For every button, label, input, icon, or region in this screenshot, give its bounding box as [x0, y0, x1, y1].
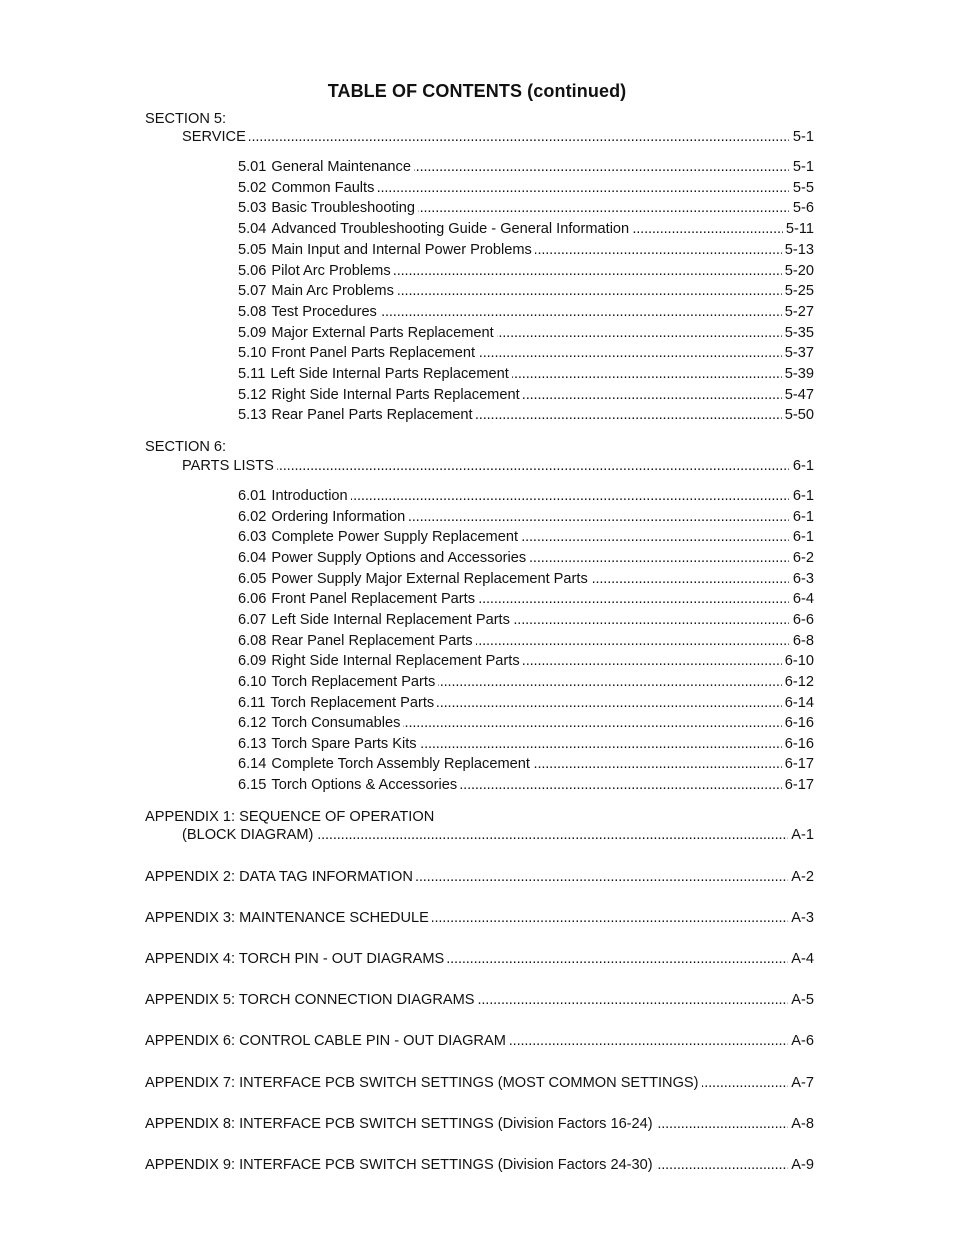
entry-number: 5.03: [238, 200, 267, 217]
entry-text: APPENDIX 1: SEQUENCE OF OPERATION: [145, 809, 435, 825]
toc-entry-6-15[interactable]: [238, 776, 814, 795]
entry-page: 6-1: [792, 508, 814, 525]
dot-leader: [512, 365, 782, 384]
toc-entry-appendix-8[interactable]: [145, 1115, 814, 1134]
toc-entry-6-12[interactable]: [238, 714, 814, 733]
dot-leader: [316, 826, 788, 845]
dot-leader: [447, 950, 788, 969]
entry-number: 5.01: [238, 159, 267, 175]
entry-number: 5.05: [238, 241, 267, 258]
dot-leader: [702, 1074, 789, 1093]
toc-entry-6-02[interactable]: [238, 508, 814, 527]
dot-leader: [529, 549, 789, 568]
entry-text: APPENDIX 7: INTERFACE PCB SWITCH SETTINGS (MOST COMMON SETTINGS): [145, 1074, 699, 1091]
entry-number: 6.08: [238, 632, 267, 649]
toc-entry-6-05[interactable]: [238, 570, 814, 589]
entry-number: 6.14: [238, 756, 267, 773]
toc-entry-6-06[interactable]: [238, 590, 814, 609]
dot-leader: [416, 868, 788, 887]
entry-page: 5-50: [784, 407, 814, 424]
entry-text: General Maintenance: [271, 159, 411, 175]
entry-number: 5.08: [238, 303, 267, 320]
entry-text: Basic Troubleshooting: [271, 200, 415, 217]
entry-text: APPENDIX 5: TORCH CONNECTION DIAGRAMS: [145, 992, 475, 1009]
dot-leader: [478, 590, 789, 609]
toc-entry-6-14[interactable]: [238, 755, 814, 774]
entry-text: Front Panel Replacement Parts: [271, 591, 476, 608]
entry-text: Main Input and Internal Power Problems: [271, 241, 532, 258]
toc-entry-6-11[interactable]: [238, 694, 814, 713]
entry-number: 6.03: [238, 529, 267, 546]
entry-text: APPENDIX 4: TORCH PIN - OUT DIAGRAMS: [145, 951, 445, 968]
toc-entry-5-02[interactable]: [238, 179, 814, 198]
dot-leader: [351, 487, 789, 506]
entry-page: 6-12: [784, 673, 814, 690]
toc-entry-6-13[interactable]: [238, 735, 814, 754]
entry-number: 6.07: [238, 611, 267, 628]
toc-entry-5-04[interactable]: [238, 220, 814, 239]
entry-page: 5-47: [784, 386, 814, 403]
entry-text: Introduction: [271, 488, 348, 504]
toc-entry-appendix-1[interactable]: [182, 826, 814, 845]
appendix-1-heading: [145, 808, 434, 827]
entry-page: 6-3: [792, 570, 814, 587]
entry-number: 5.02: [238, 179, 267, 196]
entry-number: 6.09: [238, 653, 267, 670]
dot-leader: [656, 1156, 789, 1175]
toc-entry-5-09[interactable]: [238, 324, 814, 343]
toc-entry-6-07[interactable]: [238, 611, 814, 630]
entry-text: SERVICE: [182, 129, 246, 145]
toc-entry-5-10[interactable]: [238, 344, 814, 363]
entry-text: Rear Panel Replacement Parts: [271, 632, 473, 649]
page-title: TABLE OF CONTENTS (continued): [327, 81, 627, 101]
entry-text: APPENDIX 3: MAINTENANCE SCHEDULE: [145, 910, 429, 927]
entry-page: 5-37: [784, 345, 814, 362]
dot-leader: [533, 755, 782, 774]
toc-entry-service[interactable]: [182, 128, 814, 147]
dot-leader: [523, 386, 782, 405]
entry-page: A-8: [791, 1115, 814, 1132]
toc-entry-6-04[interactable]: [238, 549, 814, 568]
dot-leader: [394, 262, 782, 281]
entry-number: 6.10: [238, 673, 267, 690]
dot-leader: [438, 673, 782, 692]
dot-leader: [521, 528, 789, 547]
entry-page: 6-1: [792, 458, 814, 474]
entry-page: 6-1: [792, 529, 814, 546]
entry-page: A-2: [791, 869, 814, 885]
dot-leader: [523, 652, 782, 671]
dot-leader: [418, 199, 789, 218]
entry-page: 5-35: [784, 324, 814, 341]
entry-page: 6-17: [784, 756, 814, 773]
entry-number: 6.05: [238, 570, 267, 587]
toc-entry-6-01[interactable]: [238, 487, 814, 506]
entry-number: 5.07: [238, 283, 267, 300]
toc-entry-6-08[interactable]: [238, 632, 814, 651]
entry-text: PARTS LISTS: [182, 458, 274, 474]
dot-leader: [497, 324, 782, 343]
toc-entry-5-13[interactable]: [238, 406, 814, 425]
toc-entry-parts-lists[interactable]: [182, 457, 814, 476]
dot-leader: [380, 303, 782, 322]
entry-text: Power Supply Major External Replacement Parts: [271, 570, 588, 587]
entry-page: 5-13: [784, 241, 814, 258]
toc-entry-5-01[interactable]: [238, 158, 814, 177]
toc-entry-appendix-7[interactable]: [145, 1074, 814, 1093]
toc-entry-5-08[interactable]: [238, 303, 814, 322]
toc-entry-appendix-2[interactable]: [145, 868, 814, 887]
entry-number: 6.02: [238, 508, 267, 525]
dot-leader: [437, 694, 782, 713]
entry-number: 5.06: [238, 262, 267, 279]
entry-number: 6.15: [238, 777, 267, 794]
toc-entry-appendix-6[interactable]: [145, 1032, 814, 1051]
toc-entry-5-12[interactable]: [238, 386, 814, 405]
entry-number: 5.09: [238, 324, 267, 341]
entry-text: Common Faults: [271, 179, 375, 196]
entry-number: 6.13: [238, 735, 267, 752]
toc-entry-appendix-9[interactable]: [145, 1156, 814, 1175]
entry-text: Right Side Internal Replacement Parts: [271, 653, 520, 670]
entry-number: 6.06: [238, 591, 267, 608]
entry-text: Rear Panel Parts Replacement: [271, 407, 473, 424]
entry-number: 6.04: [238, 549, 267, 566]
entry-number: 5.04: [238, 221, 267, 238]
section-6-heading: [145, 438, 226, 457]
entry-page: 6-16: [784, 715, 814, 732]
toc-entry-5-07[interactable]: [238, 282, 814, 301]
entry-page: 6-10: [784, 653, 814, 670]
entry-number: 6.12: [238, 715, 267, 732]
entry-text: Left Side Internal Parts Replacement: [270, 366, 509, 382]
toc-entry-6-03[interactable]: [238, 528, 814, 547]
entry-page: 5-11: [785, 221, 814, 238]
dot-leader: [591, 570, 789, 589]
entry-text: Advanced Troubleshooting Guide - General Information: [271, 221, 630, 238]
entry-page: 5-1: [792, 129, 814, 145]
entry-text: Left Side Internal Replacement Parts: [271, 611, 510, 628]
entry-text: Main Arc Problems: [271, 283, 394, 300]
section-5-heading: [145, 110, 226, 129]
dot-leader: [397, 282, 782, 301]
entry-page: 6-8: [792, 632, 814, 649]
toc-entry-6-09[interactable]: [238, 652, 814, 671]
entry-text: APPENDIX 9: INTERFACE PCB SWITCH SETTINGS (Division Factors 24-30): [145, 1156, 653, 1173]
entry-text: Test Procedures: [271, 303, 377, 320]
dot-leader: [420, 735, 782, 754]
entry-text: Major External Parts Replacement: [271, 324, 494, 341]
dot-leader: [632, 220, 783, 239]
dot-leader: [408, 508, 789, 527]
entry-text: Torch Spare Parts Kits: [271, 735, 417, 752]
dot-leader: [432, 909, 788, 928]
entry-page: 5-5: [792, 179, 814, 196]
dot-leader: [476, 632, 789, 651]
entry-page: 5-1: [792, 159, 814, 175]
entry-number: 5.10: [238, 345, 267, 362]
dot-leader: [535, 241, 782, 260]
entry-text: Pilot Arc Problems: [271, 262, 391, 279]
toc-entry-appendix-4[interactable]: [145, 950, 814, 969]
entry-page: 5-25: [784, 283, 814, 300]
entry-page: A-7: [791, 1074, 814, 1091]
dot-leader: [513, 611, 789, 630]
dot-leader: [509, 1032, 788, 1051]
entry-page: 5-6: [792, 200, 814, 217]
entry-text: Right Side Internal Parts Replacement: [271, 386, 520, 403]
entry-page: A-5: [791, 992, 814, 1009]
entry-page: A-3: [791, 910, 814, 927]
entry-text: APPENDIX 6: CONTROL CABLE PIN - OUT DIAGRAM: [145, 1033, 506, 1050]
dot-leader: [478, 991, 789, 1010]
dot-leader: [377, 179, 789, 198]
entry-text: Complete Torch Assembly Replacement: [271, 756, 530, 773]
entry-text: Torch Replacement Parts: [270, 694, 435, 711]
entry-page: 6-14: [784, 694, 814, 711]
dot-leader: [249, 128, 789, 147]
dot-leader: [414, 158, 789, 177]
entry-page: 6-4: [792, 591, 814, 608]
entry-page: A-9: [791, 1156, 814, 1173]
dot-leader: [460, 776, 782, 795]
entry-page: 5-20: [784, 262, 814, 279]
toc-entry-5-06[interactable]: [238, 262, 814, 281]
entry-page: A-6: [791, 1033, 814, 1050]
entry-text: Power Supply Options and Accessories: [271, 549, 527, 566]
entry-text: Ordering Information: [271, 508, 406, 525]
toc-entry-5-11[interactable]: [238, 365, 814, 384]
entry-number: 6.01: [238, 488, 267, 504]
dot-leader: [478, 344, 782, 363]
entry-number: 5.11: [238, 366, 266, 382]
toc-entry-appendix-5[interactable]: [145, 991, 814, 1010]
toc-entry-6-10[interactable]: [238, 673, 814, 692]
entry-text: Complete Power Supply Replacement: [271, 529, 519, 546]
toc-entry-appendix-3[interactable]: [145, 909, 814, 928]
entry-text: Torch Options & Accessories: [271, 777, 458, 794]
entry-page: 5-27: [784, 303, 814, 320]
entry-number: 5.12: [238, 386, 267, 403]
section-heading-label: SECTION 5:: [145, 111, 227, 127]
entry-number: 6.11: [238, 694, 266, 711]
toc-entry-5-05[interactable]: [238, 241, 814, 260]
entry-text: APPENDIX 8: INTERFACE PCB SWITCH SETTINGS (Division Factors 16-24): [145, 1115, 653, 1132]
entry-text: Front Panel Parts Replacement: [271, 345, 476, 362]
dot-leader: [476, 406, 782, 425]
entry-text: (BLOCK DIAGRAM): [182, 827, 314, 843]
dot-leader: [656, 1115, 789, 1134]
entry-text: APPENDIX 2: DATA TAG INFORMATION: [145, 869, 413, 885]
dot-leader: [277, 457, 789, 476]
entry-page: 6-16: [784, 735, 814, 752]
entry-number: 5.13: [238, 407, 267, 424]
entry-page: 6-17: [784, 777, 814, 794]
toc-entry-5-03[interactable]: [238, 199, 814, 218]
section-heading-label: SECTION 6:: [145, 439, 227, 455]
entry-text: Torch Consumables: [271, 715, 401, 732]
entry-page: 6-6: [792, 611, 814, 628]
entry-page: 6-2: [792, 549, 814, 566]
dot-leader: [403, 714, 781, 733]
entry-page: 6-1: [792, 488, 814, 504]
entry-text: Torch Replacement Parts: [271, 673, 436, 690]
entry-page: 5-39: [784, 366, 814, 382]
entry-page: A-1: [791, 827, 814, 843]
entry-page: A-4: [791, 951, 814, 968]
